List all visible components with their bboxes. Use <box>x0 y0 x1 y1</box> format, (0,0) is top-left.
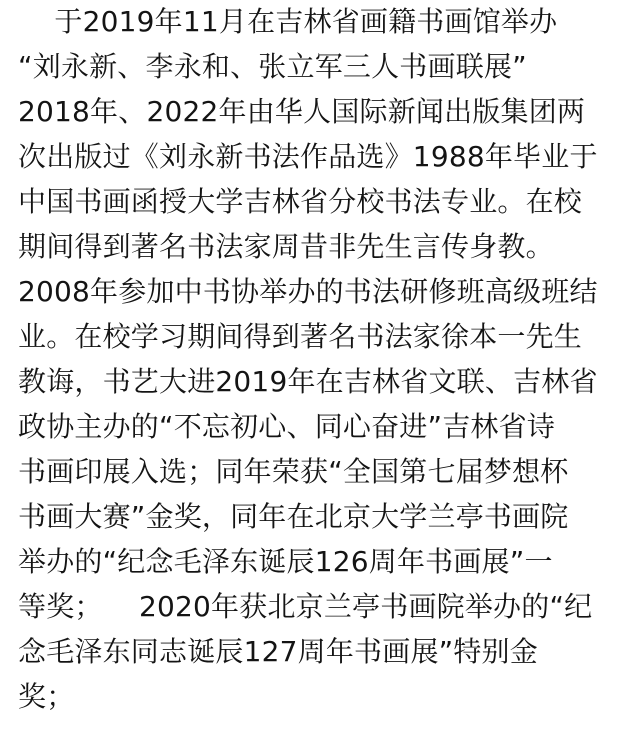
text-line-10: 政协主办的“不忘初心、同心奋进”吉林省诗 <box>18 410 556 443</box>
text-line-15: 念毛泽东同志诞辰127周年书画展”特别金 <box>18 635 538 668</box>
text-line-2: “刘永新、李永和、张立军三人书画联展” <box>18 50 527 83</box>
text-line-3: 2018年、2022年由华人国际新闻出版集团两 <box>18 95 586 128</box>
text-line-11: 书画印展入选；同年荣获“全国第七届梦想杯 <box>18 455 569 488</box>
text-line-16: 奖； <box>18 680 75 713</box>
text-line-8: 业。在校学习期间得到著名书法家徐本一先生 <box>18 320 583 353</box>
text-line-12: 书画大赛”金奖，同年在北京大学兰亭书画院 <box>18 500 569 533</box>
text-line-14: 等奖； 2020年获北京兰亭书画院举办的“纪 <box>18 590 593 623</box>
text-line-1: 于2019年11月在吉林省画籍书画馆举办 <box>18 5 558 38</box>
text-line-13: 举办的“纪念毛泽东诞辰126周年书画展”一 <box>18 545 553 578</box>
text-line-4: 次出版过《刘永新书法作品选》1988年毕业于 <box>18 140 598 173</box>
text-line-9: 教诲，书艺大进2019年在吉林省文联、吉林省 <box>18 365 598 398</box>
text-line-6: 期间得到著名书法家周昔非先生言传身教。 <box>18 230 554 263</box>
text-line-7: 2008年参加中书协举办的书法研修班高级班结 <box>18 275 598 308</box>
text-line-5: 中国书画函授大学吉林省分校书法专业。在校 <box>18 185 583 218</box>
